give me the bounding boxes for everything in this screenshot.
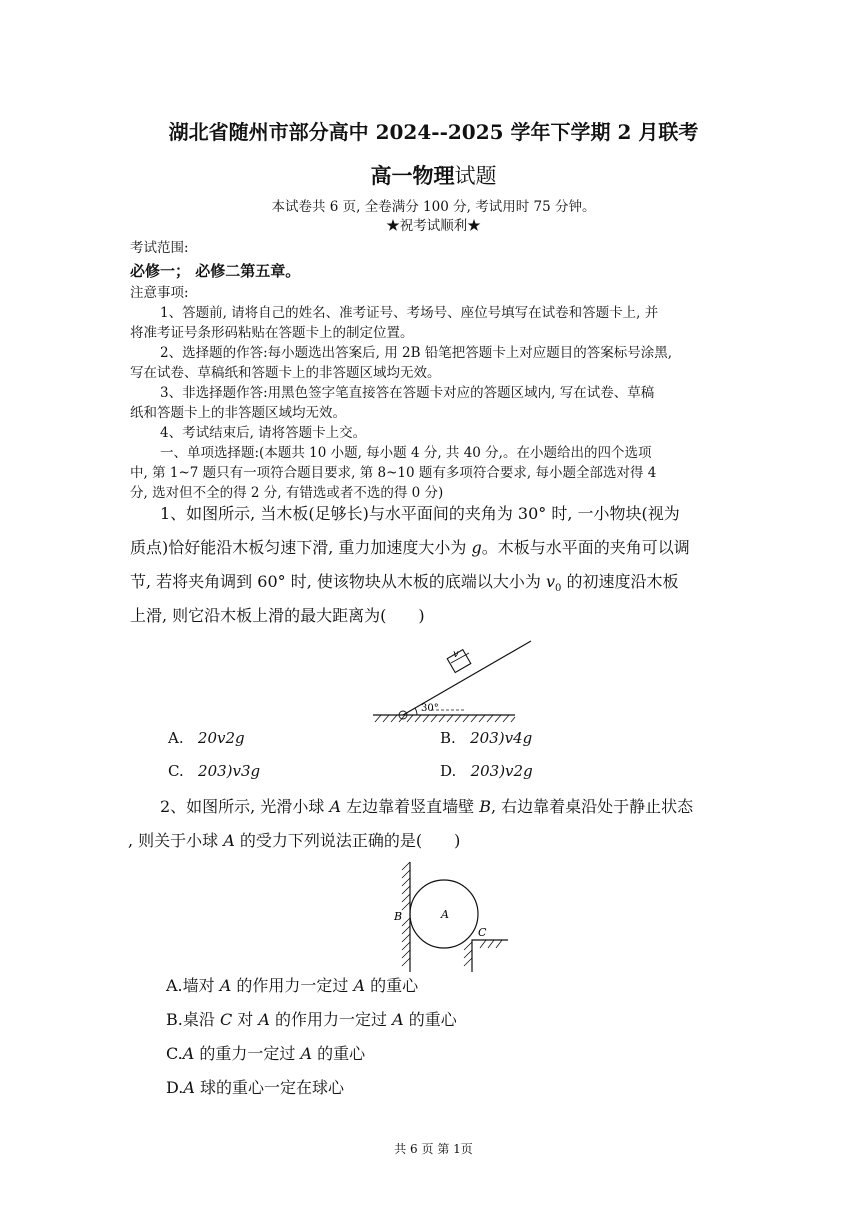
wall-hatching <box>402 862 410 966</box>
q2-option-a: A.墙对 A 的作用力一定过 A 的重心 <box>166 976 419 995</box>
note-line-7: 4、考试结束后, 请将答题卡上交。 <box>160 425 367 441</box>
table-hatching <box>464 940 502 966</box>
scope-value: 必修一； 必修二第五章。 <box>130 262 301 280</box>
q1-line-3: 节, 若将夹角调到 60° 时, 使该物块从木板的底端以大小为 $v_0$ 的初速度沿木板 <box>130 572 679 595</box>
wall-b-label: B <box>394 910 403 923</box>
q2-option-c: C.A 的重力一定过 A 的重心 <box>166 1044 366 1063</box>
note-line-6: 纸和答题卡上的非答题区域均无效。 <box>130 405 346 421</box>
q1-option-a: A. 20v2g <box>168 729 245 747</box>
section1-line-3: 分, 选对但不全的得 2 分, 有错选或者不选的得 0 分) <box>130 485 444 501</box>
q2-option-d: D.A 球的重心一定在球心 <box>166 1078 344 1097</box>
exam-subject <box>0 160 867 190</box>
angle-arc <box>415 708 417 715</box>
note-line-2: 将准考证号条形码粘贴在答题卡上的制定位置。 <box>130 325 414 341</box>
q1-line-2: 质点)恰好能沿木板匀速下滑, 重力加速度大小为 g。木板与水平面的夹角可以调 <box>130 538 690 557</box>
subject-suffix: 试题 <box>454 164 497 188</box>
block <box>447 650 471 673</box>
exam-wish: ★祝考试顺利★ <box>386 218 481 234</box>
q2-option-b: B.桌沿 C 对 A 的作用力一定过 A 的重心 <box>166 1010 457 1029</box>
exam-info: 本试卷共 6 页, 全卷满分 100 分, 考试用时 75 分钟。 <box>271 199 596 215</box>
q2-line-2: , 则关于小球 A 的受力下列说法正确的是( ) <box>128 831 461 850</box>
angle-label: 30° <box>421 703 439 714</box>
subject-main: 高一物理 <box>370 163 455 188</box>
q2-line-1: 2、如图所示, 光滑小球 A 左边靠着竖直墙壁 B, 右边靠着桌沿处于静止状态 <box>160 797 694 816</box>
section1-line-2: 中, 第 1~7 题只有一项符合题目要求, 第 8~10 题有多项符合要求, 每小题全部选对得 4 <box>130 465 657 481</box>
table-c-label: C <box>478 926 487 939</box>
ball-a-label: A <box>441 908 449 921</box>
note-line-4: 写在试卷、草稿纸和答题卡上的非答题区域均无效。 <box>130 365 441 381</box>
section1-line-1: 一、单项选择题:(本题共 10 小题, 每小题 4 分, 共 40 分,。在小题给出的四个选项 <box>160 445 652 461</box>
q1-option-c: C. 203)v3g <box>168 762 261 780</box>
velocity-label: v <box>453 649 459 660</box>
page-footer: 共 6 页 第 1页 <box>394 1142 473 1156</box>
ball-figure <box>388 860 518 975</box>
exam-title: 湖北省随州市部分高中 2024--2025 学年下学期 2 月联考 <box>168 120 699 144</box>
q1-option-b: B. 203)v4g <box>440 729 533 747</box>
note-line-3: 2、选择题的作答:每小题选出答案后, 用 2B 铅笔把答题卡上对应题目的答案标号涂黑, <box>160 345 673 361</box>
scope-label: 考试范围: <box>130 240 189 256</box>
note-line-5: 3、非选择题作答:用黑色签字笔直接答在答题卡对应的答题区域内, 写在试卷、草稿 <box>160 385 655 401</box>
incline-figure <box>365 635 535 725</box>
q1-option-d: D. 203)v2g <box>440 762 533 780</box>
notes-label: 注意事项: <box>130 285 189 301</box>
ground-hatching <box>375 715 515 722</box>
q1-line-1: 1、如图所示, 当木板(足够长)与水平面间的夹角为 30° 时, 一小物块(视为 <box>160 504 680 523</box>
q1-line-4: 上滑, 则它沿木板上滑的最大距离为( ) <box>130 606 425 625</box>
note-line-1: 1、答题前, 请将自己的姓名、准考证号、考场号、座位号填写在试卷和答题卡上, 并 <box>160 305 659 321</box>
